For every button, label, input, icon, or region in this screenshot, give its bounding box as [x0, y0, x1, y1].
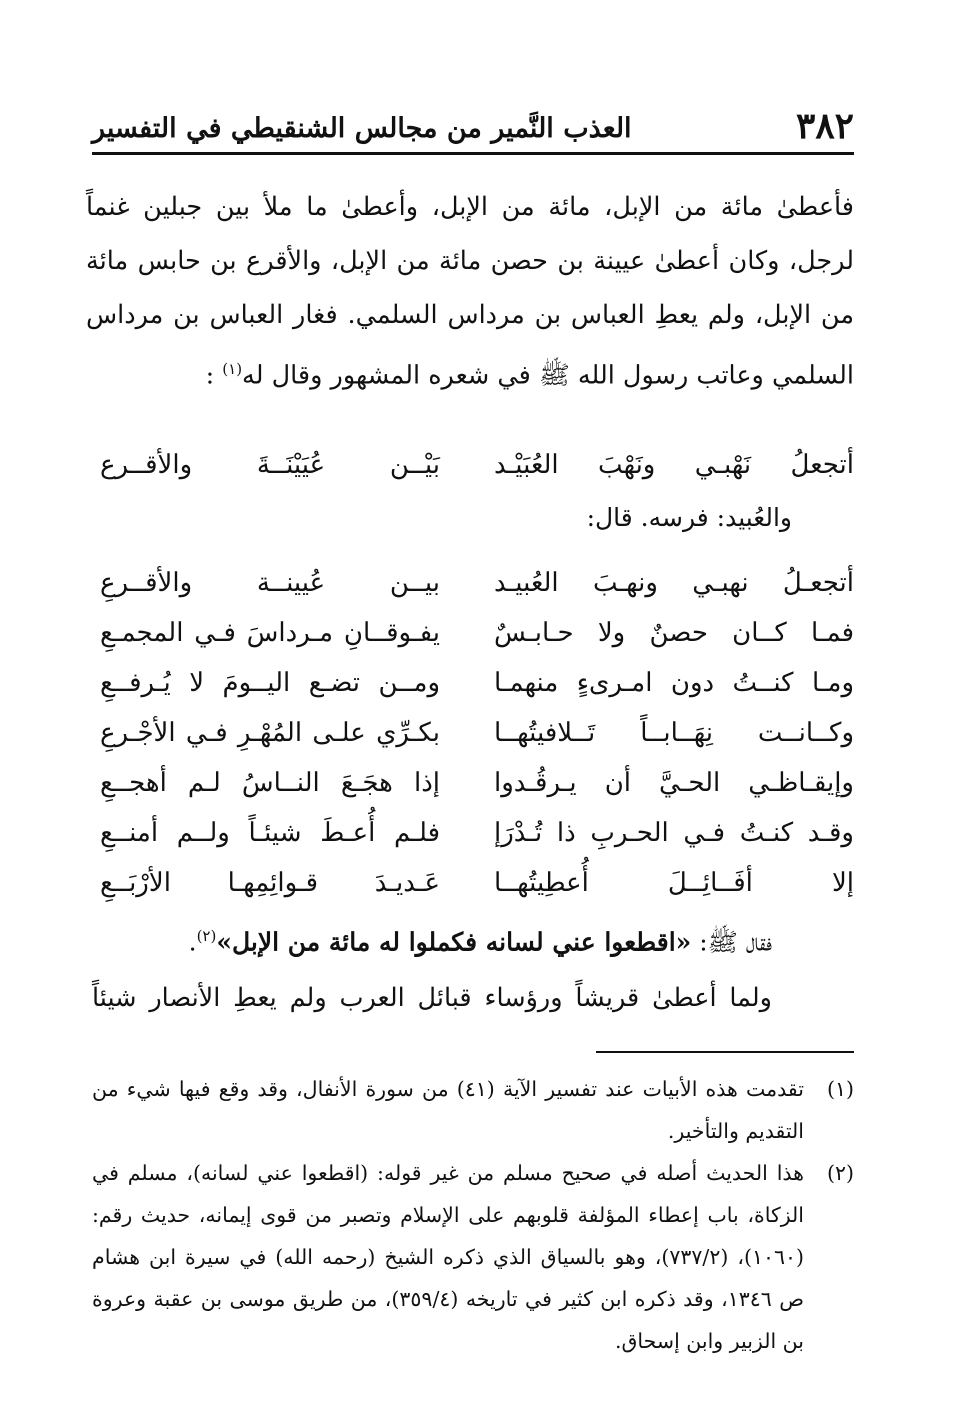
verse-second-hemistich: يفـوقــانِ مـرداسَ فـي المجمـعِ	[100, 618, 440, 648]
page-header	[92, 104, 854, 154]
verse-second-hemistich: بكـرِّي علـى المُهْـرِ فـي الأجْـرعِ	[100, 718, 440, 748]
footnote-text: هذا الحديث أصله في صحيح مسلم من غير قوله: (اقطعوا عني لسانه)، مسلم في الزكاة، باب إعطاء المؤلفة قلوبهم على الإسلام وتصبر من قوى إيمانه، حديث رقم: (١٠٦٠)، (٧٣٧/٢)، وهو بالسياق الذي ذكره الشيخ (رحمه الله) في سيرة ابن هشام ص ١٣٤٦، وقد ذكره ابن كثير في تاريخه (٣٥٩/٤)، من طريق موسى بن عقبة وعروة بن الزبير وابن إسحاق.	[92, 1161, 805, 1353]
header-rule	[92, 152, 854, 155]
verse-first-hemistich: وكــانــت نِهَــابــاً تَــلافيتُهــا	[494, 718, 854, 748]
footnote-ref-2: (٢)	[196, 927, 217, 945]
verse-second-hemistich: إذا هجَـعَ النــاسُ لـم أهجــعِ	[100, 768, 440, 798]
verse-second-hemistich: بَيْــن عُيَيْنَــةَ والأقــرع	[100, 450, 440, 480]
note-line: والعُبيد: فرسه. قال:	[586, 503, 792, 532]
footnote-rule	[596, 1051, 854, 1053]
verse-second-hemistich: بيــن عُيينــة والأقــرعِ	[100, 568, 440, 598]
verse-row	[92, 658, 854, 708]
paragraph-2: ولما أعطىٰ قريشاً ورؤساء قبائل العرب ولم يعطِ الأنصار شيئاً	[92, 983, 772, 1013]
footnote-ref-1: (١)	[222, 360, 243, 378]
verse-row	[92, 858, 854, 908]
running-title: العذب النَّمير من مجالس الشنقيطي في التفسير	[92, 113, 632, 144]
footnote-2	[92, 1152, 854, 1362]
verse-first-hemistich: فمـا كــان حصنٌ ولا حـابـسٌ	[494, 618, 854, 648]
paragraph-1	[86, 180, 854, 403]
verse-row	[92, 558, 854, 608]
verse-row	[92, 758, 854, 808]
quote-prefix: فقال ﷺ:	[691, 927, 772, 957]
hadith-quote-line	[189, 914, 772, 964]
verse-row	[92, 608, 854, 658]
verse-first-hemistich: أتجعلُ نَهْبـي ونَهْبَ العُبَيْـد	[494, 450, 854, 480]
hadith-quote: «اقطعوا عني لسانه فكملوا له مائة من الإبل»	[216, 927, 692, 957]
verse-first-hemistich: إلا أفَــائِــلَ أُعطِيتُهــا	[494, 868, 854, 898]
verse-second-hemistich: ومــن تضـع اليــومَ لا يُـرفــعِ	[100, 668, 440, 698]
paragraph-1-end: :	[205, 360, 215, 391]
footnote-text: تقدمت هذه الأبيات عند تفسير الآية (٤١) من سورة الأنفال، وقد وقع فيها شيء من التقديم والتأخير.	[92, 1077, 804, 1143]
page-number: ٣٨٢	[795, 105, 854, 147]
verse-row	[92, 808, 854, 858]
footnote-number: (١)	[826, 1077, 854, 1101]
verse-first-hemistich: أتجعـلُ نهبـي ونهـبَ العُبيـد	[494, 568, 854, 598]
verse-first-hemistich: ومـا كنــتُ دون امـرىءٍ منهمـا	[494, 668, 854, 698]
quote-end: .	[188, 927, 197, 957]
verse-second-hemistich: فلـم أُعـطَ شيئـاً ولــم أمنــعِ	[100, 818, 440, 848]
first-verse	[92, 440, 854, 490]
verse-second-hemistich: عَـديـدَ قـوائِمِهـا الأرْبَــعِ	[100, 868, 440, 898]
verse-first-hemistich: وإيقـاظـي الحـيَّ أن يـرقُـدوا	[494, 768, 854, 798]
footnote-1	[92, 1068, 854, 1152]
verse-row	[92, 708, 854, 758]
footnotes	[92, 1068, 854, 1362]
verse-first-hemistich: وقـد كنـتُ فـي الحـربِ ذا تُـدْرَإ	[494, 818, 854, 848]
footnote-number: (٢)	[826, 1161, 854, 1185]
paragraph-1-text: فأعطىٰ مائة من الإبل، مائة من الإبل، وأعطىٰ ما ملأ بين جبلين غنماً لرجل، وكان أعطىٰ عيينة بن حصن مائة من الإبل، والأقرع بن حابس مائة من الإبل، ولم يعطِ العباس بن مرداس السلمي. فغار العباس بن مرداس السلمي وعاتب رسول الله ﷺ في شعره المشهور وقال له	[86, 192, 854, 391]
